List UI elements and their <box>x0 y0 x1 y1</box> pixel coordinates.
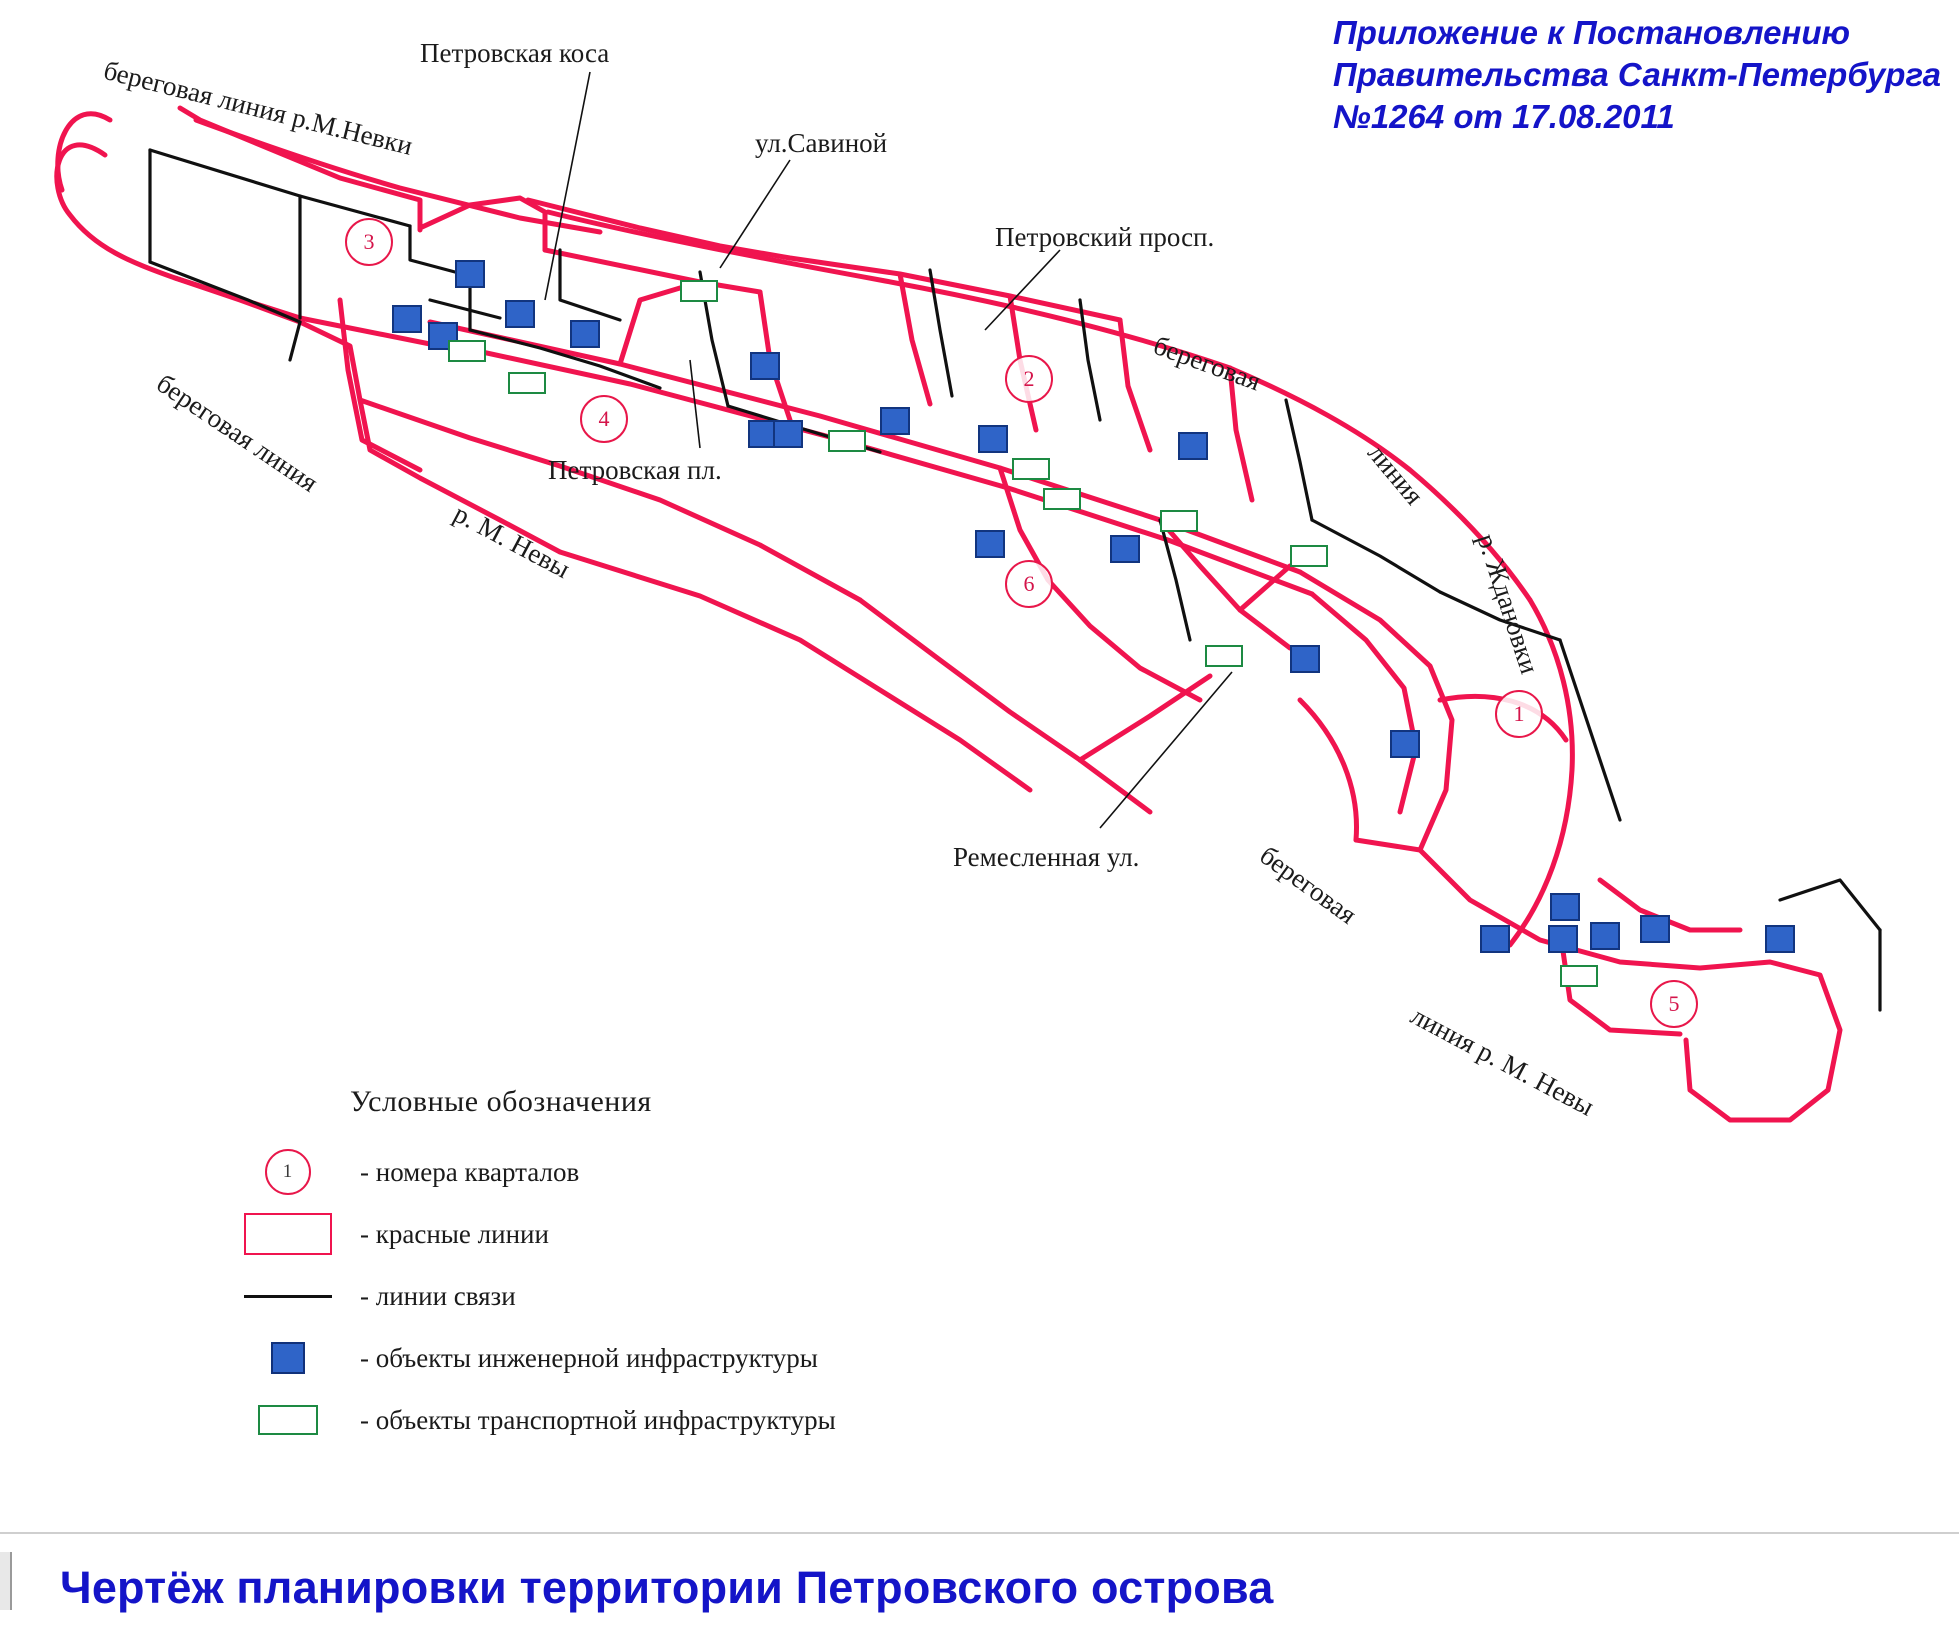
engineering-marker[interactable] <box>1765 925 1795 953</box>
engineering-infrastructure-icon <box>271 1342 305 1374</box>
transport-marker[interactable] <box>1560 965 1598 987</box>
transport-marker[interactable] <box>1290 545 1328 567</box>
engineering-marker[interactable] <box>455 260 485 288</box>
map-label-shoreline-bottom-2: линия р. М. Невы <box>1405 1000 1600 1122</box>
engineering-marker[interactable] <box>1178 432 1208 460</box>
quarter-badge-4[interactable]: 4 <box>580 395 628 443</box>
transport-marker[interactable] <box>680 280 718 302</box>
map-label-remeslennaya-ul: Ремесленная ул. <box>953 842 1140 872</box>
legend-label-red-lines: - красные линии <box>360 1218 549 1249</box>
engineering-marker[interactable] <box>505 300 535 328</box>
map-label-petrovskiy-prospekt: Петровский просп. <box>995 222 1215 252</box>
engineering-marker[interactable] <box>975 530 1005 558</box>
legend-symbol-red-box <box>215 1213 360 1255</box>
legend-symbol-black-line <box>215 1295 360 1298</box>
header-note-line-3: №1264 от 17.08.2011 <box>1333 98 1675 136</box>
transport-marker[interactable] <box>1160 510 1198 532</box>
quarter-badge-5[interactable]: 5 <box>1650 980 1698 1028</box>
quarter-badge-2[interactable]: 2 <box>1005 355 1053 403</box>
transport-marker[interactable] <box>448 340 486 362</box>
engineering-marker[interactable] <box>392 305 422 333</box>
engineering-marker[interactable] <box>1640 915 1670 943</box>
quarter-badge-3[interactable]: 3 <box>345 218 393 266</box>
header-note-line-1: Приложение к Постановлению <box>1333 14 1851 51</box>
transport-infrastructure-icon <box>258 1405 318 1435</box>
map-label-shoreline-left-1: береговая линия <box>151 368 324 498</box>
legend-label-engineering-infrastructure: - объекты инженерной инфраструктуры <box>360 1342 818 1373</box>
engineering-marker[interactable] <box>1548 925 1578 953</box>
legend-label-transport-infrastructure: - объекты транспортной инфраструктуры <box>360 1404 836 1435</box>
engineering-marker[interactable] <box>1110 535 1140 563</box>
transport-marker[interactable] <box>828 430 866 452</box>
map-label-shoreline-right-2: линия <box>1362 438 1430 511</box>
transport-marker[interactable] <box>1205 645 1243 667</box>
bottom-divider <box>0 1532 1959 1534</box>
engineering-marker[interactable] <box>1550 893 1580 921</box>
map-label-petrovskaya-kosa: Петровская коса <box>420 38 610 68</box>
map-label-shoreline-right-3: р. Ждановки <box>1471 530 1545 678</box>
legend-symbol-circle <box>215 1149 360 1195</box>
red-line-icon <box>244 1213 332 1255</box>
left-edge-marker <box>0 1552 12 1610</box>
link-line-icon <box>244 1295 332 1298</box>
legend-symbol-green-box <box>215 1405 360 1435</box>
map-label-shoreline-left-2: р. М. Невы <box>448 498 576 585</box>
transport-marker[interactable] <box>1043 488 1081 510</box>
legend-item-engineering-infrastructure <box>215 1327 1115 1389</box>
map-label-shoreline-bottom-1: береговая <box>1254 840 1363 930</box>
quarter-number-icon: 1 <box>265 1149 311 1195</box>
map-label-petrovskaya-ploshchad: Петровская пл. <box>548 455 722 485</box>
map-label-ul-savinoy: ул.Савиной <box>755 128 888 158</box>
engineering-marker[interactable] <box>880 407 910 435</box>
legend-item-link-lines <box>215 1265 1115 1327</box>
legend-item-quarter-number <box>215 1141 1115 1203</box>
legend <box>215 1085 1115 1451</box>
legend-item-red-lines <box>215 1203 1115 1265</box>
engineering-marker[interactable] <box>1480 925 1510 953</box>
transport-marker[interactable] <box>508 372 546 394</box>
engineering-marker[interactable] <box>1390 730 1420 758</box>
map-label-shoreline-right-1: береговая <box>1149 330 1265 397</box>
engineering-marker[interactable] <box>570 320 600 348</box>
header-note <box>1333 12 1941 139</box>
engineering-marker[interactable] <box>978 425 1008 453</box>
legend-symbol-blue-square <box>215 1342 360 1374</box>
engineering-marker[interactable] <box>1590 922 1620 950</box>
engineering-marker[interactable] <box>750 352 780 380</box>
quarter-badge-6[interactable]: 6 <box>1005 560 1053 608</box>
legend-label-quarter-number: - номера кварталов <box>360 1156 580 1187</box>
sheet-title: Чертёж планировки территории Петровского острова <box>60 1562 1274 1613</box>
transport-marker[interactable] <box>1012 458 1050 480</box>
engineering-marker[interactable] <box>1290 645 1320 673</box>
map-label-shoreline-mnevki: береговая линия р.М.Невки <box>100 55 416 161</box>
quarter-badge-1[interactable]: 1 <box>1495 690 1543 738</box>
legend-label-link-lines: - линии связи <box>360 1280 516 1311</box>
legend-title: Условные обозначения <box>350 1085 652 1118</box>
legend-item-transport-infrastructure <box>215 1389 1115 1451</box>
engineering-marker[interactable] <box>773 420 803 448</box>
header-note-line-2: Правительства Санкт-Петербурга <box>1333 56 1941 94</box>
